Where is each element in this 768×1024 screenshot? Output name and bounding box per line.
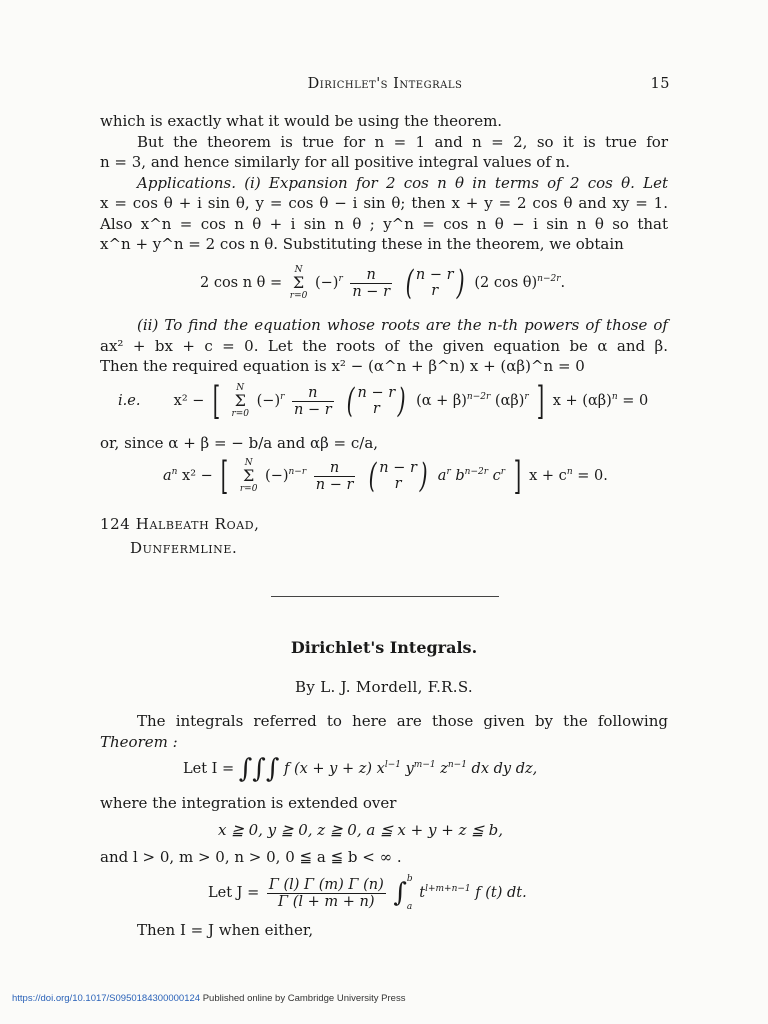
page-number: 15: [650, 76, 670, 92]
eq-exp: n−2r: [537, 274, 561, 284]
equation-cos-expansion: 2 cos n θ = N Σ r=0 $(-)^r$ $\frac{n}{n - r}$ ( n − r r ) (2 cos θ)$^{n-2r}$.: [200, 263, 566, 303]
section-divider: [271, 596, 499, 597]
lower-limit: a: [406, 902, 413, 912]
text-line: Then I = J when either,: [137, 921, 314, 939]
eq-exp: r: [446, 467, 451, 477]
frac-num: n: [292, 385, 334, 402]
sum-upper: N: [294, 265, 303, 275]
eq-lhs: Let I =: [183, 761, 235, 777]
integrand: t: [419, 885, 426, 901]
eq-exp: n−1: [447, 760, 467, 770]
eq-tail: (2 cos θ): [474, 275, 538, 291]
fraction: [292, 385, 334, 418]
eq-exp: n−r: [288, 467, 307, 477]
frac-den: Γ (l + m + n): [278, 893, 375, 910]
sum-lower: r=0: [231, 409, 250, 419]
eq-exp: r: [524, 392, 529, 402]
theorem-label: Theorem :: [100, 733, 178, 751]
eq-lhs: 2 cos n θ =: [200, 275, 283, 291]
text-line: The integrals referred to here are those given by the following: [137, 712, 668, 730]
frac-den: n − r: [315, 476, 354, 493]
equation-triple-integral: [183, 756, 537, 782]
integrand: y: [400, 761, 414, 777]
summation-sign: N Σ r=0: [289, 265, 308, 301]
eq-exp: r: [280, 392, 285, 402]
footer: [12, 993, 405, 1004]
address-street: 124 Halbeath Road,: [100, 515, 260, 533]
binom-bot: r: [394, 476, 402, 492]
binom-bot: r: [431, 283, 439, 299]
fraction: [314, 460, 356, 493]
text-line: which is exactly what it would be using the theorem.: [100, 112, 503, 130]
integrand: f (t) dt.: [470, 885, 527, 901]
eq-exp: r: [500, 467, 506, 477]
eq-lhs: x² −: [173, 393, 205, 409]
integrand: z: [435, 761, 448, 777]
binomial: ( n − r r ): [368, 456, 428, 496]
integral-sign: ∫∫∫: [238, 754, 280, 784]
eq-exp: l+m+n−1: [425, 884, 471, 894]
integral-limits: [407, 872, 413, 914]
eq-end: x + (αβ): [552, 393, 612, 409]
eq-tail: (αβ): [494, 393, 525, 409]
integrand: f (x + y + z) x: [284, 761, 385, 777]
text-line: x^n + y^n = 2 cos n θ. Substituting these in the theorem, we obtain: [100, 235, 624, 253]
frac-num: n: [314, 460, 356, 477]
eq-tail: c: [488, 468, 501, 484]
eq-exp: n: [171, 467, 178, 477]
binom-bot: r: [372, 401, 380, 417]
eq-exp: m−1: [413, 760, 436, 770]
upper-limit: b: [406, 874, 413, 884]
sum-lower: r=0: [239, 484, 258, 494]
eq-zero: = 0.: [572, 468, 608, 484]
text-line: x = cos θ + i sin θ, y = cos θ − i sin θ; then x + y = 2 cos θ and xy = 1.: [100, 194, 668, 212]
eq-lhs: a: [163, 468, 172, 484]
eq-lhs: Let J =: [208, 885, 260, 901]
equation-transformed: $a^n$ x² − [ N Σ r=0 $(-)^{n-r}$ $\frac{n}{n - r}$ ( n − r r ) $a^r$ $b^{n-2r}$ $c^r$ ] $x + c^n = 0$.: [163, 454, 608, 498]
address-city: Dunfermline.: [130, 539, 238, 557]
article-byline: By L. J. Mordell, F.R.S.: [295, 678, 473, 696]
eq-exp: l−1: [384, 760, 401, 770]
running-title: Dirichlet's Integrals: [307, 76, 463, 92]
sum-lower: r=0: [289, 291, 308, 301]
frac-num: Γ (l) Γ (m) Γ (n): [268, 876, 384, 893]
eq-sign: (−): [256, 393, 281, 409]
sum-upper: N: [236, 383, 245, 393]
eq-exp: r: [338, 274, 343, 284]
binom-top: n − r: [357, 385, 396, 401]
text-line: Then the required equation is x² − (α^n + β^n) x + (αβ)^n = 0: [100, 357, 585, 375]
eq-tail: (α + β): [416, 393, 467, 409]
text-line: and l > 0, m > 0, n > 0, 0 ≦ a ≦ b < ∞ .: [100, 848, 402, 866]
eq-exp: n: [611, 392, 618, 402]
address-line: [100, 514, 260, 534]
equation-ie: i.e. x² − [ N Σ r=0 $(-)^r$ $\frac{n}{n - r}$ ( n − r r ) $(\alpha + \beta)^{n-2r}$ $(\alpha\beta)^r$ ] $x + (\alpha\beta)^n = 0$: [118, 379, 649, 423]
article-title: Dirichlet's Integrals.: [290, 638, 478, 657]
doi-link[interactable]: https://doi.org/10.1017/S0950184300000124: [12, 993, 201, 1004]
sum-upper: N: [244, 458, 253, 468]
binomial: ( n − r r ): [346, 381, 406, 421]
differentials: dx dy dz,: [466, 761, 538, 777]
text-line: n = 3, and hence similarly for all positive integral values of n.: [100, 153, 571, 171]
eq-sign: (−): [265, 468, 289, 484]
binom-top: n − r: [415, 267, 454, 283]
summation-sign: N Σ r=0: [231, 383, 250, 419]
binomial: ( n − r r ): [405, 263, 465, 303]
text-line: Also x^n = cos n θ + i sin n θ ; y^n = cos n θ − i sin n θ so that: [100, 215, 668, 233]
frac-den: n − r: [352, 283, 390, 300]
address-line: [130, 538, 237, 558]
text-line: where the integration is extended over: [100, 794, 397, 812]
frac-den: n − r: [294, 401, 332, 418]
frac-num: n: [350, 267, 392, 284]
domain-conditions: x ≧ 0, y ≧ 0, z ≧ 0, a ≦ x + y + z ≦ b,: [218, 821, 503, 839]
text-line: (ii) To find the equation whose roots are the n-th powers of those of: [137, 316, 668, 334]
eq-tail: b: [450, 468, 465, 484]
equation-single-integral: [208, 872, 527, 914]
summation-sign: N Σ r=0: [239, 458, 258, 494]
eq-zero: = 0: [617, 393, 649, 409]
integral-sign: ∫: [393, 878, 407, 908]
gamma-fraction: [267, 877, 386, 910]
text-line: But the theorem is true for n = 1 and n = 2, so it is true for: [137, 133, 668, 151]
publisher-note: Published online by Cambridge University Press: [200, 993, 406, 1004]
binom-top: n − r: [379, 460, 417, 476]
eq-exp: n−2r: [464, 467, 489, 477]
text-line: or, since α + β = − b/a and αβ = c/a,: [100, 434, 379, 452]
ie-label: i.e.: [118, 393, 141, 409]
eq-end: x + c: [529, 468, 567, 484]
text-line: Applications. (i) Expansion for 2 cos n θ in terms of 2 cos θ. Let: [137, 174, 668, 192]
eq-exp: n−2r: [466, 392, 491, 402]
fraction: [350, 267, 392, 300]
eq-lhs: x² −: [177, 468, 213, 484]
eq-tail: a: [437, 468, 447, 484]
eq-exp: n: [566, 467, 573, 477]
text-line: ax² + bx + c = 0. Let the roots of the given equation be α and β.: [100, 337, 668, 355]
eq-sign: (−): [314, 275, 339, 291]
